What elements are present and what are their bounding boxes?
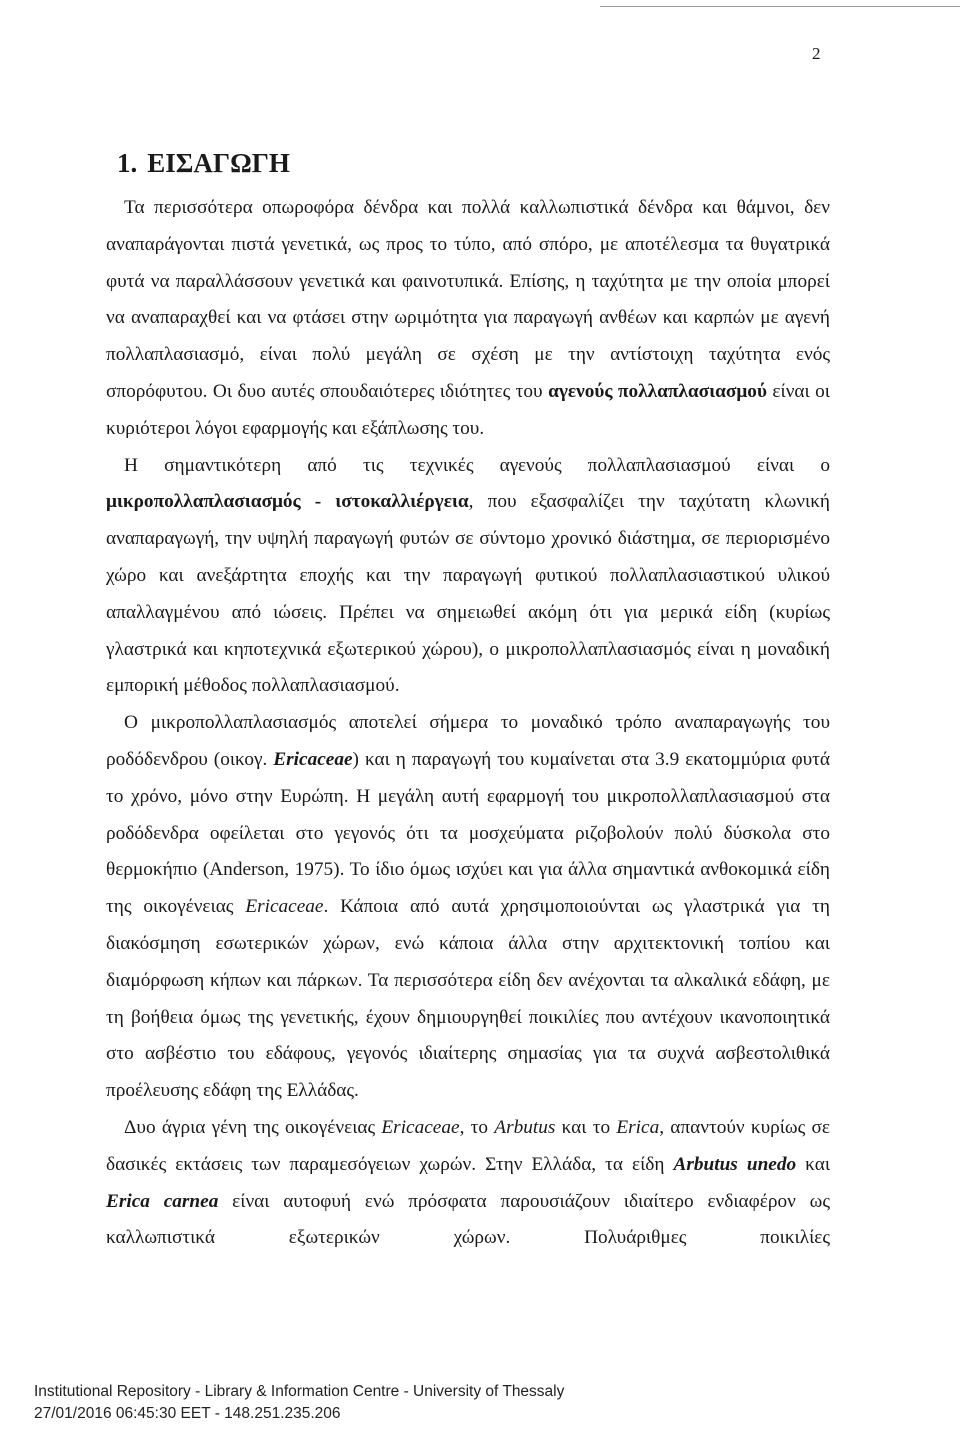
text-run: , που εξασφαλίζει την ταχύτατη κλωνική αναπαραγωγή, την υψηλή παραγωγή φυτών σε σύντομο χρονικό διάστημα, σε περιορισμένο χώρο και ανεξάρτητα εποχής και την παραγωγή φυτικού πολλαπλασιαστικού υλικού απαλλαγμένου από ιώσεις. Πρέπει να σημειωθεί ακόμη ότι για μερικά είδη (κυρίως γλαστρικά και κηποτεχνικά εξωτερικού χώρου), ο μικροπολλαπλασιασμός είναι η μοναδική εμπορική μέθοδος πολλαπλασιασμού. — [106, 491, 830, 697]
text-run: είναι αυτοφυή ενώ πρόσφατα παρουσιάζουν ιδιαίτερο ενδιαφέρον ως καλλωπιστικά εξωτερικών χώρων. Πολυάριθμες ποικιλίες — [106, 1190, 830, 1249]
bold-term: μικροπολλαπλασιασμός - ιστοκαλλιέργεια — [106, 491, 469, 513]
text-run: Δυο άγρια γένη της οικογένειας — [124, 1116, 382, 1138]
text-run: Τα περισσότερα οπωροφόρα δένδρα και πολλά καλλωπιστικά δένδρα και θάμνοι, δεν αναπαράγονται πιστά γενετικά, ως προς το τύπο, από σπόρο, με αποτέλεσμα τα θυγατρικά φυτά να παραλλάσσουν γενετικά και φαινοτυπικά. Επίσης, η ταχύτητα με την οποία μπορεί να αναπαραχθεί και να φτάσει στην ωριμότητα για παραγωγή ανθέων και καρπών με αγενή πολλαπλασιασμό, είναι πολύ μεγάλη σε σχέση με την αντίστοιχη ταχύτητα ενός σπορόφυτου. Οι δυο αυτές σπουδαιότερες ιδιότητες του — [106, 197, 830, 402]
text-run: είναι οι κυριότεροι λόγοι εφαρμογής και εξάπλωσης του. — [106, 380, 830, 439]
italic-term: Arbutus — [494, 1116, 556, 1138]
page-number: 2 — [812, 44, 821, 63]
footer-timestamp-line: 27/01/2016 06:45:30 EET - 148.251.235.206 — [34, 1405, 341, 1422]
paragraph-3 — [106, 705, 830, 1110]
italic-term: Erica — [616, 1116, 660, 1138]
repository-footer — [34, 1381, 564, 1425]
italic-term: Ericaceae — [245, 896, 324, 918]
text-run: ) και η παραγωγή του κυμαίνεται στα 3.9 εκατομμύρια φυτά το χρόνο, μόνο στην Ευρώπη. Η μεγάλη αυτή εφαρμογή του μικροπολλαπλασιασμού στα ροδόδενδρα οφείλεται στο γεγονός ότι τα μοσχεύματα ριζοβολούν πολύ δύσκολα στο θερμοκήπιο (Anderson, 1975). Το ίδιο όμως ισχύει και για άλλα σημαντικά ανθοκομικά είδη της οικογένειας — [106, 748, 830, 918]
body-text — [106, 190, 830, 1257]
bold-italic-term: Ericaceae — [273, 748, 353, 770]
bold-term: αγενούς πολλαπλασιασμού — [548, 380, 767, 402]
text-run: , το — [459, 1116, 495, 1138]
paragraph-4 — [106, 1110, 830, 1257]
section-title: ΕΙΣΑΓΩΓΗ — [147, 148, 290, 178]
text-run: . Κάποια από αυτά χρησιμοποιούνται ως γλαστρικά για τη διακόσμηση εσωτερικών χώρων, ενώ κάποια άλλα στην αρχιτεκτονική τοπίου και διαμόρφωση κήπων και πάρκων. Τα περισσότερα είδη δεν ανέχονται τα αλκαλικά εδάφη, με τη βοήθεια όμως της γενετικής, έχουν δημιουργηθεί ποικιλίες που αντέχουν ικανοποιητικά στο ασβέστιο του εδάφους, γεγονός ιδιαίτερης σημασίας για τα συχνά ασβεστολιθικά προέλευσης εδάφη της Ελλάδας. — [106, 896, 830, 1102]
italic-term: Ericaceae — [381, 1116, 460, 1138]
section-heading — [117, 148, 290, 179]
text-run: , απαντούν κυρίως σε δασικές εκτάσεις των παραμεσόγειων χωρών. Στην Ελλάδα, τα είδη — [106, 1116, 831, 1175]
bold-italic-term: Erica carnea — [106, 1190, 219, 1212]
section-number: 1. — [117, 148, 138, 178]
paragraph-1 — [106, 190, 830, 448]
text-run: και — [796, 1153, 831, 1175]
footer-repository-line: Institutional Repository - Library & Information Centre - University of Thessaly — [34, 1383, 565, 1400]
paragraph-2 — [106, 448, 830, 706]
text-run: Η σημαντικότερη από τις τεχνικές αγενούς πολλαπλασιασμού είναι ο — [124, 454, 830, 476]
top-rule — [600, 6, 960, 7]
text-run: Ο μικροπολλαπλασιασμός αποτελεί σήμερα το μοναδικό τρόπο αναπαραγωγής του ροδόδενδρου (οικογ. — [106, 712, 830, 770]
text-run: και το — [555, 1116, 617, 1138]
bold-italic-term: Arbutus unedo — [673, 1153, 797, 1175]
